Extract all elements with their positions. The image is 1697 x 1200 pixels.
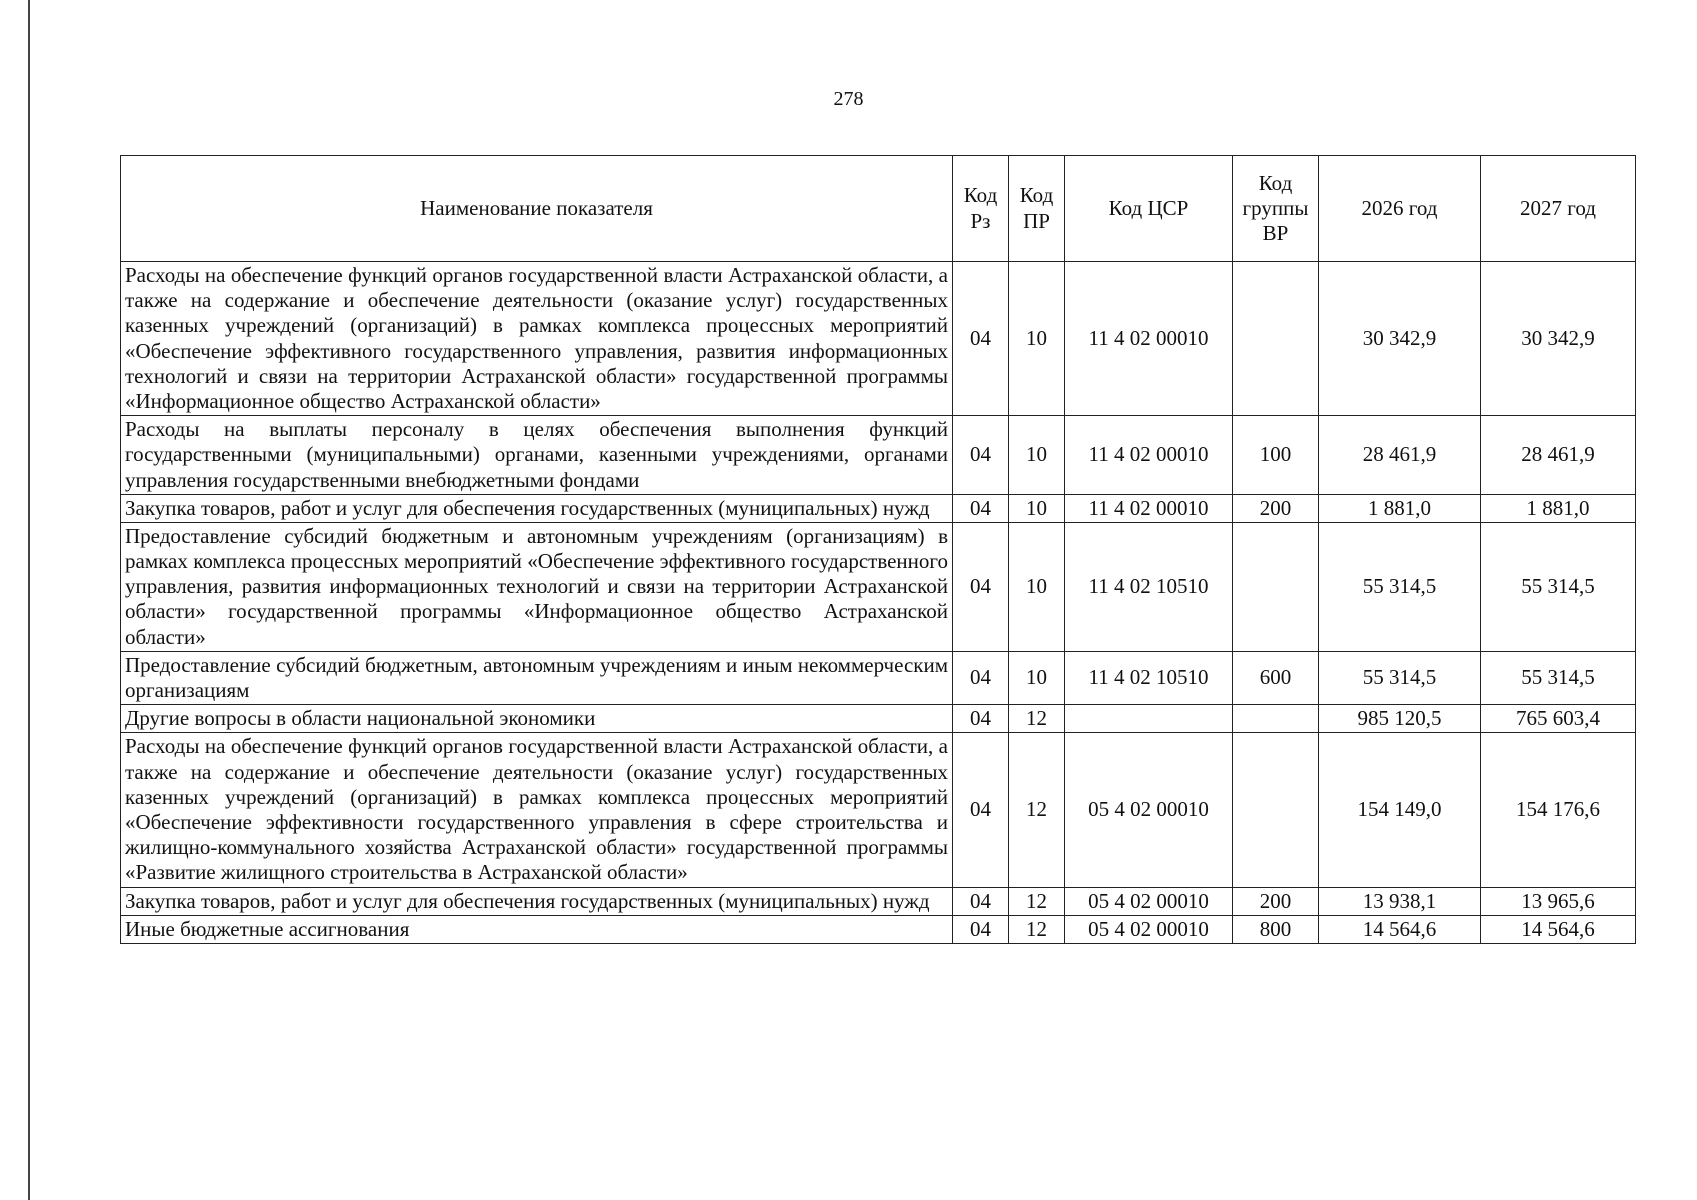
row-vr: 100 <box>1233 416 1319 495</box>
row-csr: 11 4 02 00010 <box>1065 494 1233 522</box>
row-rz: 04 <box>953 416 1009 495</box>
row-csr: 05 4 02 00010 <box>1065 887 1233 915</box>
row-rz: 04 <box>953 733 1009 887</box>
row-pr: 12 <box>1009 887 1065 915</box>
row-2026: 154 149,0 <box>1319 733 1481 887</box>
row-2026: 985 120,5 <box>1319 705 1481 733</box>
row-2026: 55 314,5 <box>1319 522 1481 651</box>
table-row <box>121 262 1636 416</box>
row-vr <box>1233 262 1319 416</box>
row-csr: 11 4 02 00010 <box>1065 416 1233 495</box>
page-margin-line <box>28 0 30 1200</box>
row-csr: 11 4 02 10510 <box>1065 522 1233 651</box>
row-name: Расходы на обеспечение функций органов государственной власти Астраханской области, а также на содержание и обеспечение деятельности (оказание услуг) государственных казенных учреждений (организаций) в рамках комплекса процессных мероприятий «Обеспечение эффективного государственного управления, развития информационных технологий и связи на территории Астраханской области» государственной программы «Информационное общество Астраханской области» <box>121 262 953 416</box>
row-name: Предоставление субсидий бюджетным и автономным учреждениям (организациям) в рамках комплекса процессных мероприятий «Обеспечение эффективного государственного управления, развития информационных технологий и связи на территории Астраханской области» государственной программы «Информационное общество Астраханской области» <box>121 522 953 651</box>
table-row <box>121 416 1636 495</box>
row-name: Предоставление субсидий бюджетным, автономным учреждениям и иным некоммерческим организациям <box>121 651 953 704</box>
row-rz: 04 <box>953 494 1009 522</box>
row-rz: 04 <box>953 705 1009 733</box>
table-header-row <box>121 156 1636 262</box>
row-vr: 800 <box>1233 915 1319 943</box>
row-vr: 600 <box>1233 651 1319 704</box>
row-name: Закупка товаров, работ и услуг для обеспечения государственных (муниципальных) нужд <box>121 494 953 522</box>
row-2026: 30 342,9 <box>1319 262 1481 416</box>
table-row <box>121 651 1636 704</box>
table-row <box>121 705 1636 733</box>
table-row <box>121 494 1636 522</box>
row-2026: 13 938,1 <box>1319 887 1481 915</box>
page-number: 278 <box>833 88 864 110</box>
row-pr: 10 <box>1009 522 1065 651</box>
row-pr: 12 <box>1009 705 1065 733</box>
row-pr: 10 <box>1009 651 1065 704</box>
row-csr: 11 4 02 00010 <box>1065 262 1233 416</box>
row-rz: 04 <box>953 262 1009 416</box>
header-2026: 2026 год <box>1319 156 1481 262</box>
row-pr: 12 <box>1009 733 1065 887</box>
row-pr: 12 <box>1009 915 1065 943</box>
row-2027: 154 176,6 <box>1481 733 1636 887</box>
row-rz: 04 <box>953 887 1009 915</box>
row-2026: 1 881,0 <box>1319 494 1481 522</box>
row-rz: 04 <box>953 522 1009 651</box>
row-2027: 55 314,5 <box>1481 651 1636 704</box>
header-csr: Код ЦСР <box>1065 156 1233 262</box>
row-pr: 10 <box>1009 494 1065 522</box>
row-2026: 28 461,9 <box>1319 416 1481 495</box>
row-vr <box>1233 733 1319 887</box>
row-rz: 04 <box>953 915 1009 943</box>
header-rz: Код Рз <box>953 156 1009 262</box>
row-name: Расходы на выплаты персоналу в целях обеспечения выполнения функций государственными (муниципальными) органами, казенными учреждениями, органами управления государственными внебюджетными фондами <box>121 416 953 495</box>
row-vr: 200 <box>1233 494 1319 522</box>
row-csr: 05 4 02 00010 <box>1065 915 1233 943</box>
row-pr: 10 <box>1009 262 1065 416</box>
row-vr <box>1233 522 1319 651</box>
header-2027: 2027 год <box>1481 156 1636 262</box>
row-csr: 11 4 02 10510 <box>1065 651 1233 704</box>
row-csr: 05 4 02 00010 <box>1065 733 1233 887</box>
row-name: Другие вопросы в области национальной экономики <box>121 705 953 733</box>
row-name: Расходы на обеспечение функций органов государственной власти Астраханской области, а также на содержание и обеспечение деятельности (оказание услуг) государственных казенных учреждений (организаций) в рамках комплекса процессных мероприятий «Обеспечение эффективности государственного управления в сфере строительства и жилищно-коммунального хозяйства Астраханской области» государственной программы «Развитие жилищного строительства в Астраханской области» <box>121 733 953 887</box>
row-2026: 55 314,5 <box>1319 651 1481 704</box>
table-row <box>121 887 1636 915</box>
row-name: Иные бюджетные ассигнования <box>121 915 953 943</box>
row-2027: 1 881,0 <box>1481 494 1636 522</box>
row-vr <box>1233 705 1319 733</box>
table-row <box>121 522 1636 651</box>
row-2027: 13 965,6 <box>1481 887 1636 915</box>
table-row <box>121 915 1636 943</box>
header-name: Наименование показателя <box>121 156 953 262</box>
header-vr: Код группы ВР <box>1233 156 1319 262</box>
row-2027: 14 564,6 <box>1481 915 1636 943</box>
row-2026: 14 564,6 <box>1319 915 1481 943</box>
budget-table <box>120 155 1636 944</box>
row-pr: 10 <box>1009 416 1065 495</box>
row-2027: 30 342,9 <box>1481 262 1636 416</box>
row-2027: 55 314,5 <box>1481 522 1636 651</box>
row-2027: 765 603,4 <box>1481 705 1636 733</box>
row-csr <box>1065 705 1233 733</box>
row-rz: 04 <box>953 651 1009 704</box>
row-2027: 28 461,9 <box>1481 416 1636 495</box>
header-pr: Код ПР <box>1009 156 1065 262</box>
row-name: Закупка товаров, работ и услуг для обеспечения государственных (муниципальных) нужд <box>121 887 953 915</box>
table-row <box>121 733 1636 887</box>
row-vr: 200 <box>1233 887 1319 915</box>
